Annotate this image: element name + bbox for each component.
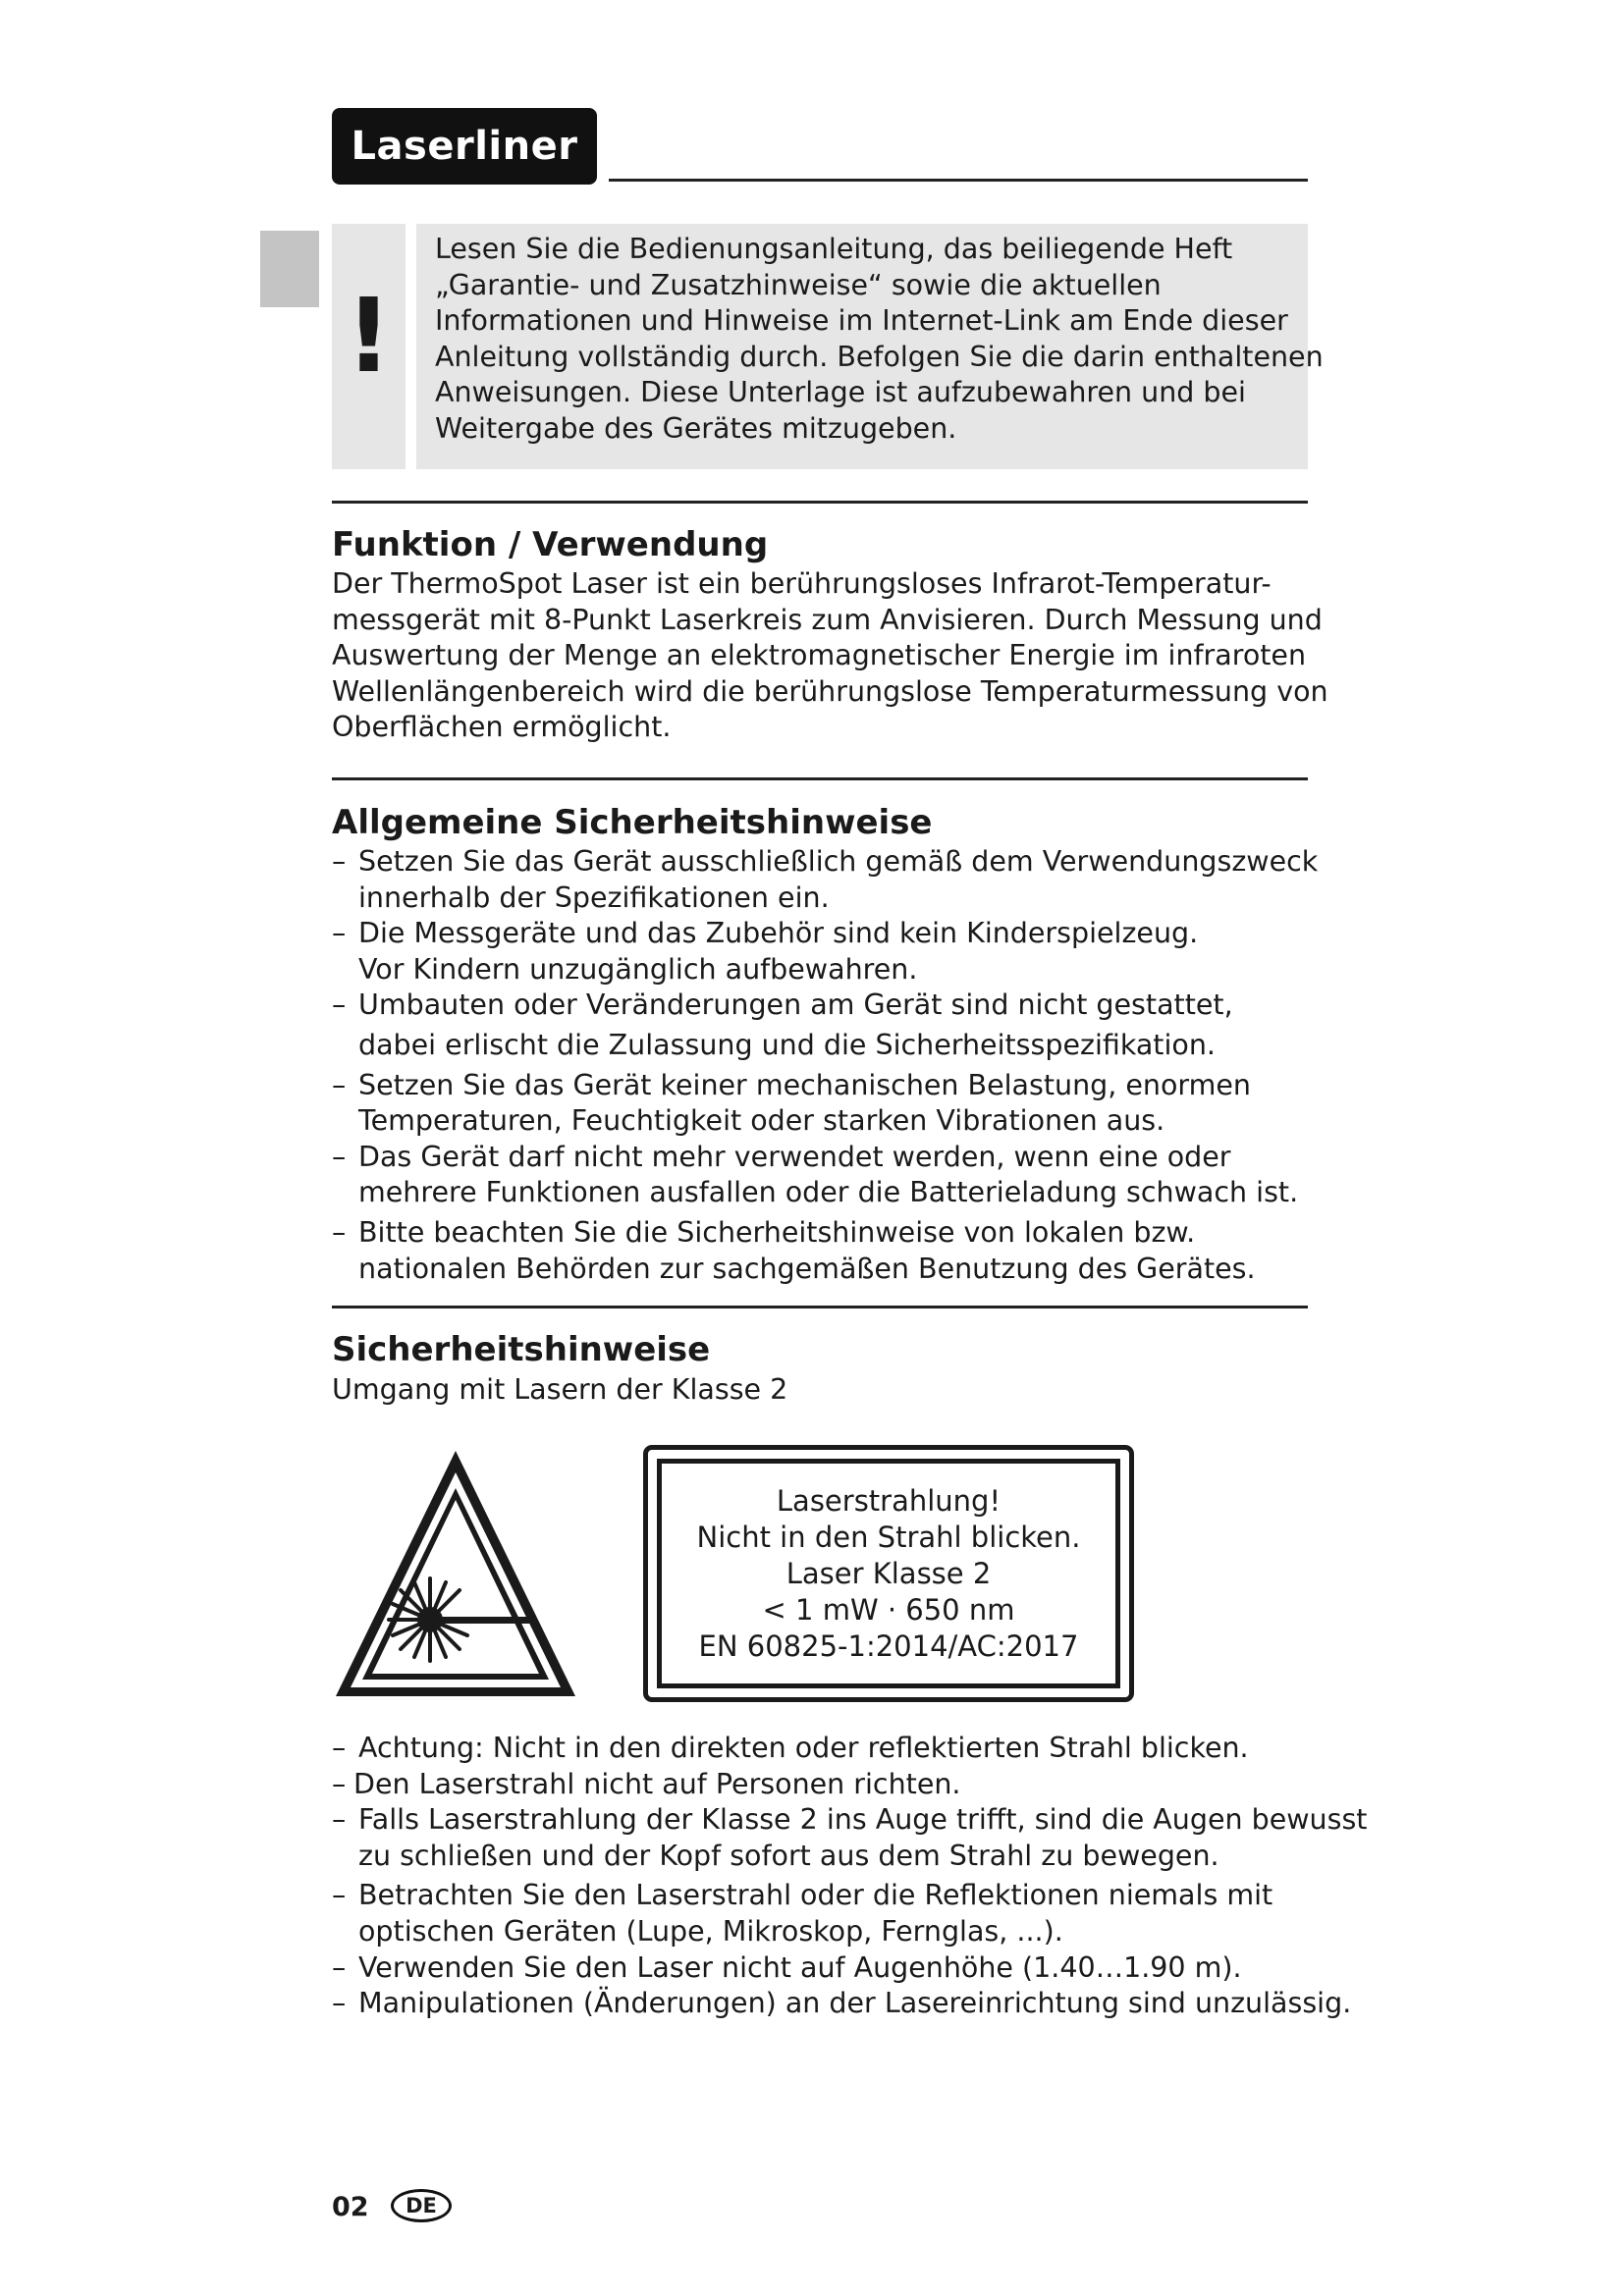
section-divider	[332, 777, 1308, 780]
list-item-line: Betrachten Sie den Laserstrahl oder die Reflektionen niemals mit	[358, 1879, 1273, 1912]
list-item-line: Vor Kindern unzugänglich aufbewahren.	[358, 952, 918, 986]
laser-safety-heading: Sicherheitshinweise	[332, 1330, 711, 1369]
dash-bullet: –	[332, 1068, 347, 1101]
list-item-line: Bitte beachten Sie die Sicherheitshinweise von lokalen bzw.	[358, 1215, 1196, 1249]
notice-line: Anleitung vollständig durch. Befolgen Sie die darin enthaltenen	[435, 340, 1324, 373]
section-divider	[332, 1306, 1308, 1308]
list-item-line: Manipulationen (Änderungen) an der Lasereinrichtung sind unzulässig.	[358, 1987, 1352, 2020]
exclamation-icon: !	[345, 276, 393, 396]
notice-text	[435, 232, 1324, 448]
general-safety-heading: Allgemeine Sicherheitshinweise	[332, 803, 933, 842]
notice-line: Lesen Sie die Bedienungsanleitung, das beiliegende Heft	[435, 233, 1233, 265]
list-item	[332, 1878, 1367, 1949]
laser-class-label-text	[657, 1459, 1120, 1688]
function-line: Der ThermoSpot Laser ist ein berührungsloses Infrarot-Temperatur-	[332, 567, 1272, 600]
header-rule	[609, 179, 1308, 182]
dash-bullet: –	[332, 1732, 347, 1764]
list-item	[332, 844, 1318, 916]
dash-bullet: –	[332, 1950, 347, 1984]
section-divider	[332, 501, 1308, 504]
list-item	[332, 1731, 1367, 1767]
notice-line: Anweisungen. Diese Unterlage ist aufzubewahren und bei	[435, 376, 1246, 409]
dash-bullet: –	[332, 1803, 347, 1837]
laser-class-label	[643, 1445, 1134, 1702]
list-item	[332, 1950, 1367, 1987]
list-item-line: innerhalb der Spezifikationen ein.	[358, 881, 830, 914]
list-item-line: Den Laserstrahl nicht auf Personen richten.	[353, 1767, 961, 1800]
dash-bullet: –	[332, 1140, 347, 1173]
laser-safety-subheading	[332, 1372, 787, 1409]
list-item-line: Verwenden Sie den Laser nicht auf Augenhöhe (1.40…1.90 m).	[358, 1950, 1242, 1984]
function-line: Oberflächen ermöglicht.	[332, 711, 672, 744]
page-number: 02	[332, 2192, 369, 2222]
function-line: messgerät mit 8-Punkt Laserkreis zum Anvisieren. Durch Messung und	[332, 603, 1323, 636]
list-item-line: mehrere Funktionen ausfallen oder die Batterieladung schwach ist.	[358, 1176, 1299, 1209]
laser-warning-triangle-icon	[332, 1445, 579, 1702]
list-item	[332, 1802, 1367, 1874]
dash-bullet: –	[332, 988, 347, 1022]
notice-line: „Garantie- und Zusatzhinweise“ sowie die aktuellen	[435, 268, 1162, 301]
function-heading: Funktion / Verwendung	[332, 525, 769, 564]
label-line: Nicht in den Strahl blicken.	[696, 1520, 1081, 1554]
general-safety-list	[332, 844, 1318, 1287]
function-paragraph	[332, 566, 1328, 746]
dash-bullet: –	[332, 845, 347, 878]
list-item-line: Falls Laserstrahlung der Klasse 2 ins Auge trifft, sind die Augen bewusst	[358, 1803, 1368, 1837]
laser-safety-list	[332, 1731, 1367, 2022]
list-item-line: Die Messgeräte und das Zubehör sind kein Kinderspielzeug.	[358, 917, 1199, 950]
function-line: Auswertung der Menge an elektromagnetischer Energie im infraroten	[332, 639, 1307, 672]
dash-bullet: –	[332, 1767, 347, 1800]
function-line: Wellenlängenbereich wird die berührungslose Temperaturmessung von	[332, 674, 1328, 708]
list-item-line: Temperaturen, Feuchtigkeit oder starken Vibrationen aus.	[358, 1104, 1165, 1138]
list-item	[332, 1068, 1318, 1140]
list-item-line: zu schließen und der Kopf sofort aus dem Strahl zu bewegen.	[358, 1839, 1219, 1872]
list-item	[332, 1140, 1318, 1211]
list-item	[332, 988, 1318, 1063]
label-line: < 1 mW · 650 nm	[762, 1592, 1015, 1627]
list-item-line: Das Gerät darf nicht mehr verwendet werden, wenn eine oder	[358, 1140, 1231, 1173]
list-item-line: Achtung: Nicht in den direkten oder reflektierten Strahl blicken.	[358, 1732, 1249, 1764]
list-item-line: dabei erlischt die Zulassung und die Sicherheitsspezifikation.	[358, 1028, 1216, 1061]
language-badge: DE	[391, 2189, 452, 2222]
brand-logo: Laserliner	[332, 108, 597, 185]
label-line: Laser Klasse 2	[785, 1556, 992, 1590]
dash-bullet: –	[332, 1879, 347, 1912]
list-item	[332, 1986, 1367, 2022]
dash-bullet: –	[332, 1215, 347, 1249]
list-item-line: nationalen Behörden zur sachgemäßen Benutzung des Gerätes.	[358, 1252, 1256, 1285]
dash-bullet: –	[332, 917, 347, 950]
list-item-line: optischen Geräten (Lupe, Mikroskop, Fernglas, ...).	[358, 1914, 1063, 1948]
laser-safety-subheading-text: Umgang mit Lasern der Klasse 2	[332, 1373, 788, 1406]
label-line: EN 60825-1:2014/AC:2017	[698, 1629, 1079, 1663]
dash-bullet: –	[332, 1987, 347, 2020]
list-item-line: Setzen Sie das Gerät keiner mechanischen Belastung, enormen	[358, 1068, 1251, 1101]
list-item	[332, 1215, 1318, 1287]
side-tab-marker	[260, 231, 319, 307]
list-item	[332, 1767, 1367, 1803]
notice-line: Informationen und Hinweise im Internet-Link am Ende dieser	[435, 304, 1288, 338]
list-item-line: Umbauten oder Veränderungen am Gerät sind nicht gestattet,	[358, 988, 1233, 1022]
list-item-line: Setzen Sie das Gerät ausschließlich gemäß dem Verwendungszweck	[358, 845, 1319, 878]
list-item	[332, 916, 1318, 988]
notice-line: Weitergabe des Gerätes mitzugeben.	[435, 411, 957, 445]
label-line: Laserstrahlung!	[776, 1483, 1001, 1518]
